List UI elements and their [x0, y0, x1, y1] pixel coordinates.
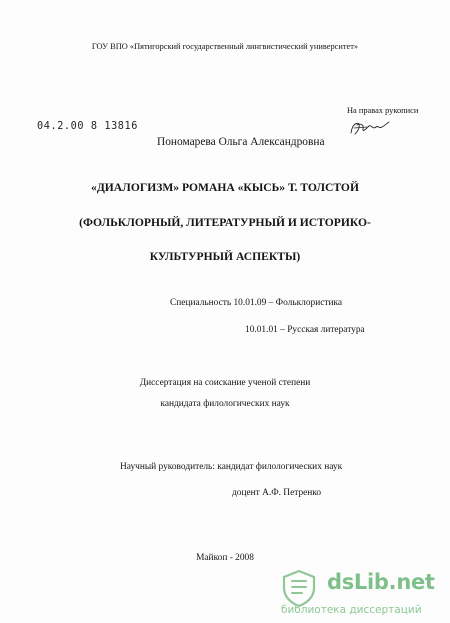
thesis-title-line-1: «ДИАЛОГИЗМ» РОМАНА «КЫСЬ» Т. ТОЛСТОЙ — [91, 181, 359, 194]
watermark-site-name: dsLib.net — [327, 570, 435, 594]
specialty-line-1: Специальность 10.01.09 – Фольклористика — [170, 298, 343, 308]
watermark-tagline: библиотека диссертаций — [281, 604, 422, 616]
supervisor-line-1: Научный руководитель: кандидат филологических наук — [120, 462, 343, 472]
specialty-line-2: 10.01.01 – Русская литература — [245, 325, 365, 335]
thesis-title-line-3: КУЛЬТУРНЫЙ АСПЕКТЫ) — [149, 250, 301, 263]
institution-name: ГОУ ВПО «Пятигорский государственный лингвистический университет» — [91, 42, 359, 51]
city-year: Майкоп - 2008 — [196, 553, 254, 563]
archive-stamp-code: 04.2.00 8 13816 — [37, 121, 139, 132]
shield-logo-icon — [279, 568, 319, 608]
manuscript-rights-note: На правах рукописи — [347, 106, 419, 115]
handwritten-signature — [348, 116, 392, 140]
watermark — [279, 568, 445, 618]
degree-line-1: Диссертация на соискание ученой степени — [139, 378, 311, 388]
author-name: Пономарева Ольга Александровна — [157, 136, 325, 148]
thesis-title-line-2: (ФОЛЬКЛОРНЫЙ, ЛИТЕРАТУРНЫЙ И ИСТОРИКО- — [79, 216, 371, 229]
supervisor-line-2: доцент А.Ф. Петренко — [232, 488, 322, 498]
degree-line-2: кандидата филологических наук — [160, 399, 290, 409]
